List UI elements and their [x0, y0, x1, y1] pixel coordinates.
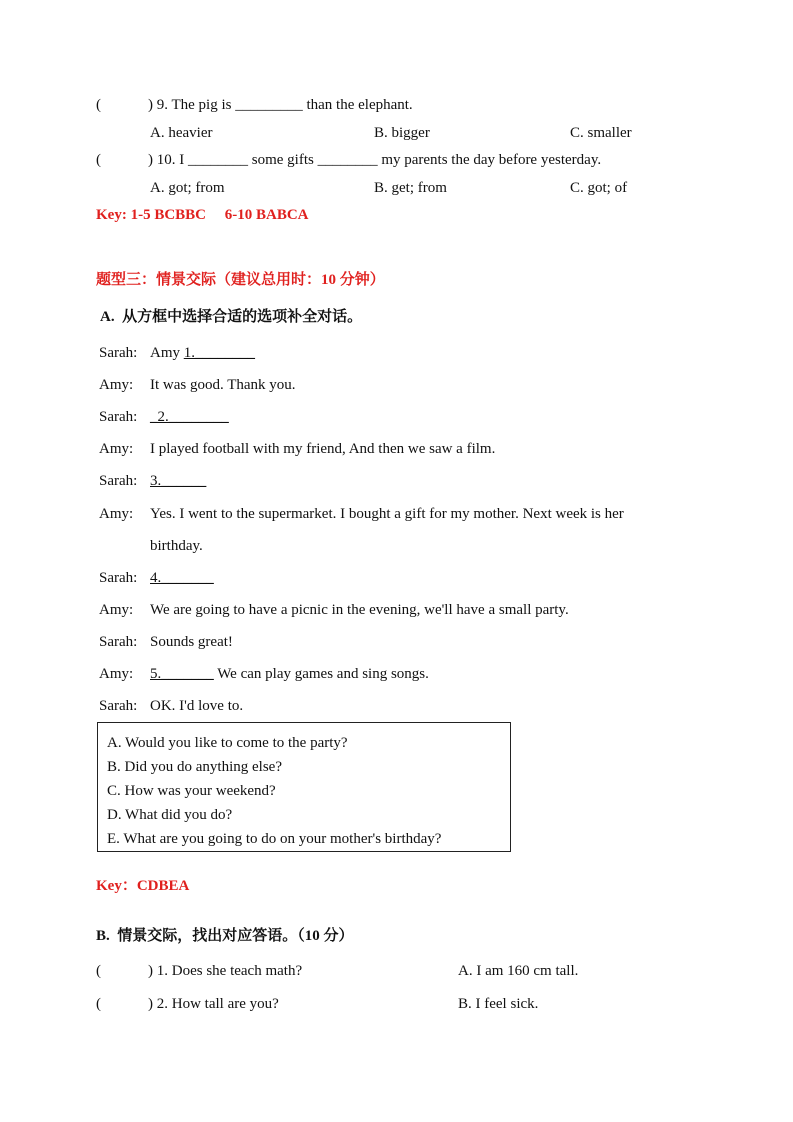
q9-option-c: C. smaller [570, 125, 632, 141]
partB-question: ) 1. Does she teach math? [148, 963, 303, 979]
box-option-c: C. How was your weekend? [107, 783, 276, 799]
dialogue-blank-3: 3.______ [150, 473, 207, 489]
dialogue-speaker: Sarah: [99, 409, 138, 425]
dialogue-speaker: Amy: [99, 506, 134, 522]
q10-option-a: A. got; from [150, 180, 225, 196]
dialogue-blank-2: _2.________ [150, 409, 229, 425]
dialogue-line: Yes. I went to the supermarket. I bought a gift for my mother. Next week is her [150, 506, 624, 522]
partB-paren: ( [96, 963, 101, 979]
dialogue-line: OK. I'd love to. [150, 698, 244, 714]
dialogue-text: Amy [150, 345, 184, 361]
dialogue-speaker: Sarah: [99, 473, 138, 489]
dialogue-blank-4: 4._______ [150, 570, 214, 586]
dialogue-blank-5: 5._______ [150, 666, 214, 682]
dialogue-line [150, 665, 429, 683]
partB-answer: B. I feel sick. [458, 996, 539, 1012]
q10-stem: ) 10. I ________ some gifts ________ my parents the day before yesterday. [148, 152, 602, 168]
answer-key-2: Key：CDBEA [96, 878, 190, 894]
dialogue-line: It was good. Thank you. [150, 377, 296, 393]
dialogue-line: Sounds great! [150, 634, 233, 650]
q10-option-b: B. get; from [374, 180, 447, 196]
dialogue-speaker: Sarah: [99, 634, 138, 650]
q9-option-a: A. heavier [150, 125, 213, 141]
dialogue-speaker: Amy: [99, 441, 134, 457]
q9-paren: ( [96, 97, 101, 113]
q10-option-c: C. got; of [570, 180, 628, 196]
q9-stem: ) 9. The pig is _________ than the elephant. [148, 97, 413, 113]
dialogue-speaker: Sarah: [99, 345, 138, 361]
box-option-b: B. Did you do anything else? [107, 759, 282, 775]
box-option-d: D. What did you do? [107, 807, 233, 823]
q10-paren: ( [96, 152, 101, 168]
dialogue-speaker: Sarah: [99, 698, 138, 714]
dialogue-speaker: Amy: [99, 666, 134, 682]
dialogue-speaker: Sarah: [99, 570, 138, 586]
partB-paren: ( [96, 996, 101, 1012]
dialogue-blank-1: 1.________ [183, 345, 255, 361]
dialogue-text: We can play games and sing songs. [213, 666, 429, 682]
answer-key-1: Key: 1-5 BCBBC 6-10 BABCA [96, 207, 309, 223]
dialogue-line: We are going to have a picnic in the evening, we'll have a small party. [150, 602, 569, 618]
partA-title: A. 从方框中选择合适的选项补全对话。 [100, 309, 363, 325]
partB-title: B. 情景交际，找出对应答语。（10 分） [96, 928, 354, 944]
box-option-a: A. Would you like to come to the party? [107, 735, 348, 751]
box-option-e: E. What are you going to do on your mother's birthday? [107, 831, 442, 847]
dialogue-line: I played football with my friend, And then we saw a film. [150, 441, 496, 457]
section3-title: 题型三：情景交际（建议总用时：10 分钟） [96, 272, 385, 288]
dialogue-line-continued: birthday. [150, 538, 203, 554]
dialogue-speaker: Amy: [99, 377, 134, 393]
dialogue-line [150, 344, 255, 362]
partB-answer: A. I am 160 cm tall. [458, 963, 579, 979]
dialogue-speaker: Amy: [99, 602, 134, 618]
partB-question: ) 2. How tall are you? [148, 996, 279, 1012]
q9-option-b: B. bigger [374, 125, 430, 141]
